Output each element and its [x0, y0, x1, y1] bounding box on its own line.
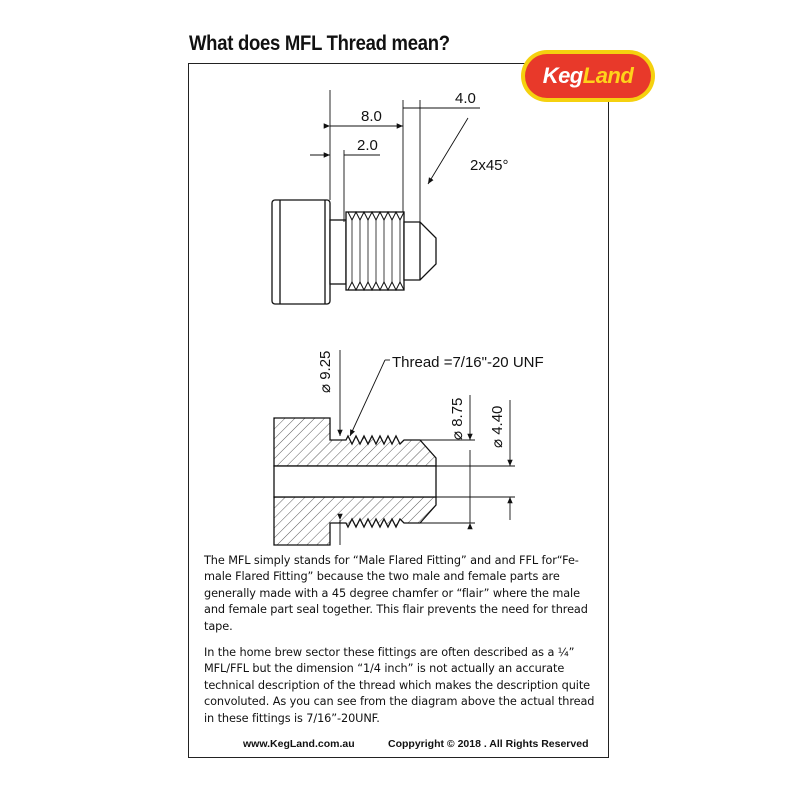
thread-label: Thread =7/16"-20 UNF — [392, 354, 544, 371]
paragraph-thread-description: In the home brew sector these fittings are often described as a ¼” MFL/FFL but the dimension “1/4 inch” is not actually an accurate technical description of the thread which makes the description quite convoluted. As you can see from the diagram above the actual thread in these fittings is 7/16”-20UNF. — [204, 646, 595, 725]
section-view-fitting — [274, 418, 436, 545]
top-dimensions — [310, 90, 480, 222]
dim-4-40: ⌀ 4.40 — [489, 405, 506, 448]
dim-2-0: 2.0 — [357, 137, 378, 154]
paragraph-mfl-definition: The MFL simply stands for “Male Flared Fitting” and and FFL for“Fe-male Flared Fitting” because the two male and female parts are generally made with a 45 degree chamfer or “flair” where the male and female part seal together. This flair prevents the need for thread tape. — [204, 554, 588, 633]
page-title: What does MFL Thread mean? — [189, 32, 450, 55]
side-view-fitting — [272, 200, 436, 304]
footer-copyright: Coppyright © 2018 . All Rights Reserved — [388, 738, 589, 750]
footer-website: www.KegLand.com.au — [243, 738, 355, 750]
chamfer-label: 2x45° — [470, 157, 509, 174]
dim-8-0: 8.0 — [361, 108, 382, 125]
dim-9-25: ⌀ 9.25 — [317, 350, 334, 393]
kegland-logo-text: Keg Land — [525, 54, 651, 98]
dim-4-0: 4.0 — [455, 90, 476, 107]
dim-8-75: ⌀ 8.75 — [449, 397, 466, 440]
